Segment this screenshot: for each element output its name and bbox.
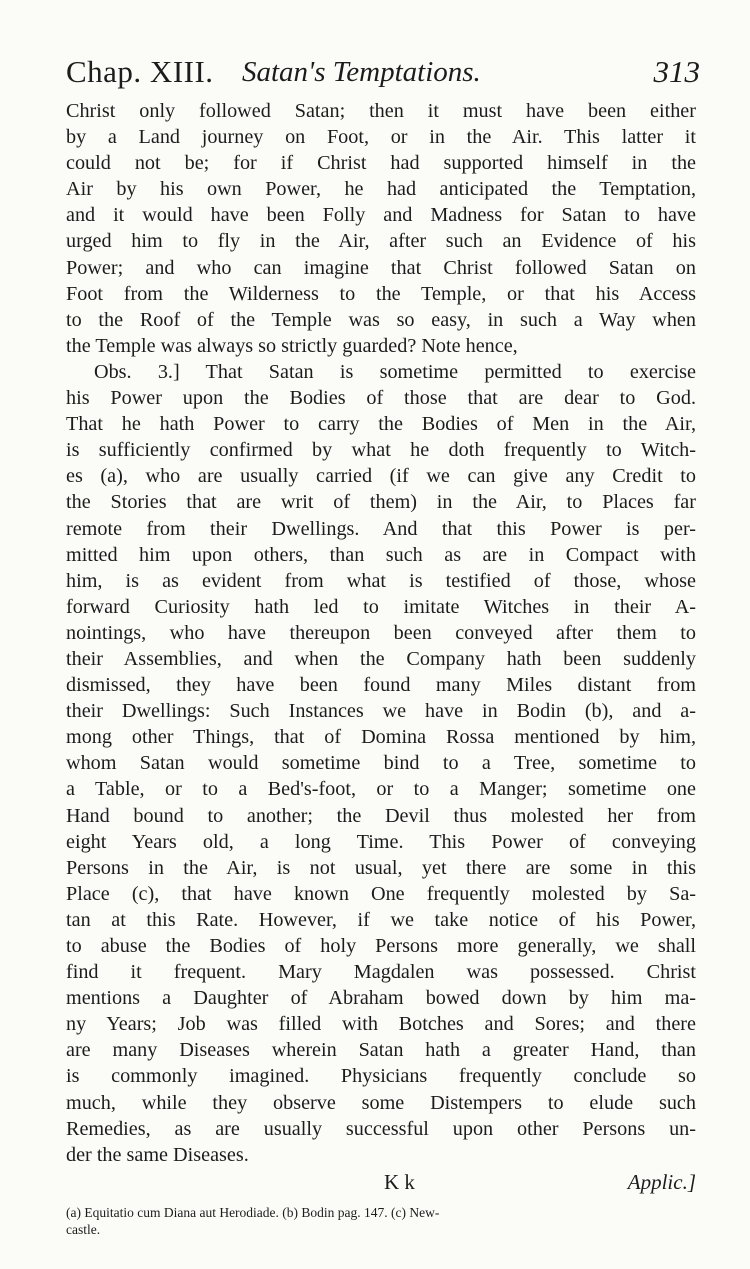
- text-line: Foot from the Wilderness to the Temple, or that his Access: [66, 282, 696, 305]
- text-line: mong other Things, that of Domina Rossa mentioned by him,: [66, 726, 696, 749]
- running-title: Satan's Temptations.: [242, 56, 481, 88]
- text-line: a Table, or to a Bed's-foot, or to a Manger; sometime one: [66, 778, 696, 801]
- running-header: [66, 54, 700, 98]
- text-line: is sufficiently confirmed by what he doth frequently to Witch-: [66, 439, 696, 462]
- text-line: der the same Diseases.: [66, 1143, 249, 1166]
- text-line: Power; and who can imagine that Christ followed Satan on: [66, 256, 696, 279]
- text-line: es (a), who are usually carried (if we can give any Credit to: [66, 465, 696, 488]
- text-line: dismissed, they have been found many Miles distant from: [66, 674, 696, 697]
- footnote-line: (a) Equitatio cum Diana aut Herodiade. (b) Bodin pag. 147. (c) New-: [66, 1204, 440, 1220]
- text-line: their Dwellings: Such Instances we have in Bodin (b), and a-: [66, 700, 696, 723]
- text-line: Remedies, as are usually successful upon other Persons un-: [66, 1117, 696, 1140]
- text-line: whom Satan would sometime bind to a Tree, sometime to: [66, 752, 696, 775]
- text-line: by a Land journey on Foot, or in the Air. This latter it: [66, 126, 696, 149]
- text-line: mitted him upon others, than such as are in Compact with: [66, 543, 696, 566]
- text-line: urged him to fly in the Air, after such an Evidence of his: [66, 230, 696, 253]
- text-line: Hand bound to another; the Devil thus molested her from: [66, 804, 696, 827]
- text-line: and it would have been Folly and Madness for Satan to have: [66, 204, 696, 227]
- footnote-line: castle.: [66, 1221, 101, 1237]
- text-line: nointings, who have thereupon been conveyed after them to: [66, 621, 696, 644]
- page-foot: [66, 1170, 696, 1198]
- catchword: Applic.]: [627, 1169, 696, 1194]
- book-page: [66, 54, 700, 1238]
- text-line: ny Years; Job was filled with Botches and Sores; and there: [66, 1013, 696, 1036]
- text-line: eight Years old, a long Time. This Power of conveying: [66, 830, 696, 853]
- text-line: Obs. 3.] That Satan is sometime permitted to exercise: [94, 360, 696, 383]
- text-line: forward Curiosity hath led to imitate Witches in their A-: [66, 595, 696, 618]
- text-line: him, is as evident from what is testified of those, whose: [66, 569, 696, 592]
- text-line: tan at this Rate. However, if we take notice of his Power,: [66, 908, 696, 931]
- text-line: find it frequent. Mary Magdalen was possessed. Christ: [66, 961, 696, 984]
- text-line: the Temple was always so strictly guarded? Note hence,: [66, 334, 518, 357]
- text-line: to the Roof of the Temple was so easy, in such a Way when: [66, 308, 696, 331]
- page-number: 313: [653, 54, 700, 89]
- text-line: their Assemblies, and when the Company hath been suddenly: [66, 647, 696, 670]
- signature-mark: K k: [384, 1169, 415, 1194]
- text-line: to abuse the Bodies of holy Persons more generally, we shall: [66, 935, 696, 957]
- text-line: his Power upon the Bodies of those that are dear to God.: [66, 387, 696, 410]
- text-line: are many Diseases wherein Satan hath a greater Hand, than: [66, 1039, 696, 1062]
- text-line: could not be; for if Christ had supported himself in the: [66, 152, 696, 175]
- text-line: Air by his own Power, he had anticipated the Temptation,: [66, 178, 696, 201]
- text-line: That he hath Power to carry the Bodies of Men in the Air,: [66, 413, 696, 436]
- text-line: remote from their Dwellings. And that this Power is per-: [66, 517, 696, 540]
- text-line: mentions a Daughter of Abraham bowed down by him ma-: [66, 987, 696, 1010]
- chapter-heading: Chap. XIII.: [66, 54, 214, 89]
- body-text: [66, 98, 696, 1168]
- text-line: Christ only followed Satan; then it must have been either: [66, 100, 696, 122]
- text-line: Persons in the Air, is not usual, yet there are some in this: [66, 856, 696, 879]
- text-line: much, while they observe some Distempers to elude such: [66, 1091, 696, 1114]
- footnotes: [66, 1204, 696, 1238]
- text-line: the Stories that are writ of them) in the Air, to Places far: [66, 491, 696, 514]
- text-line: Place (c), that have known One frequently molested by Sa-: [66, 882, 696, 905]
- text-line: is commonly imagined. Physicians frequently conclude so: [66, 1065, 696, 1088]
